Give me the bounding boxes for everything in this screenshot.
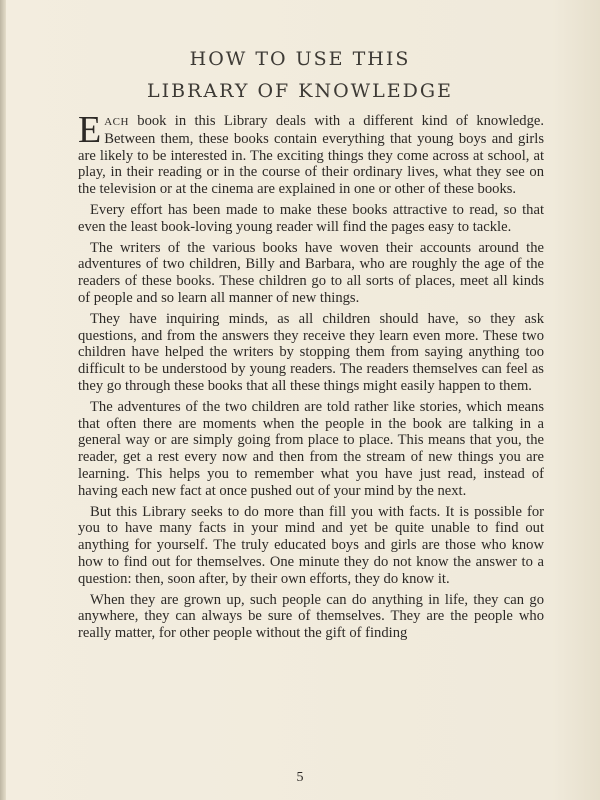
- paragraph-1: [78, 109, 544, 198]
- paragraph-5: The adventures of the two children are told rather like stories, which means that often there are moments when the people in the book are talking in a general way or are simply going from place to place. This means that you, the reader, get a rest every now and then from the stream of new things you are learning. This helps you to remember what you have just read, instead of having each new fact at once pushed out of your mind by the next.: [78, 398, 544, 499]
- drop-cap: E: [78, 109, 102, 151]
- paragraph-1-smallcaps: ACH: [104, 116, 129, 128]
- body-text: [78, 109, 544, 646]
- title-line-1: HOW TO USE THIS: [189, 48, 411, 70]
- paragraph-6: But this Library seeks to do more than fill you with facts. It is possible for you to have many facts in your mind and yet be quite unable to find out anything for yourself. The truly educated boys and girls are those who know how to find out for themselves. One minute they do not know the answer to a question: then, soon after, by their own efforts, they do know it.: [78, 503, 544, 587]
- page-binding-edge: [0, 0, 6, 800]
- paragraph-2: Every effort has been made to make these books attractive to read, so that even the least book-loving young reader will find the pages easy to tackle.: [78, 201, 544, 235]
- paragraph-4: They have inquiring minds, as all children should have, so they ask questions, and from the answers they receive they learn even more. These two children have helped the writers by stopping them from saying anything too difficult to be understood by young readers. The readers themselves can feel as they go through these books that all these things might easily happen to them.: [78, 310, 544, 394]
- paragraph-3: The writers of the various books have woven their accounts around the adventures of two children, Billy and Barbara, who are roughly the age of the readers of these books. These children go to all sorts of places, meet all kinds of people and so learn all manner of new things.: [78, 239, 544, 306]
- title-line-2: LIBRARY OF KNOWLEDGE: [147, 80, 453, 102]
- paragraph-1-text: book in this Library deals with a different kind of knowledge. Between them, these books contain everything that young boys and girls are likely to be interested in. The exciting things they come across at school, at play, in their reading or in the course of their ordinary lives, what they see on the television or at the cinema are explained in one or other of these books.: [78, 113, 544, 198]
- page-number: 5: [296, 770, 304, 785]
- paragraph-7: When they are grown up, such people can do anything in life, they can go anywhere, they can always be sure of themselves. They are the people who really matter, for other people without the gift of finding: [78, 591, 544, 642]
